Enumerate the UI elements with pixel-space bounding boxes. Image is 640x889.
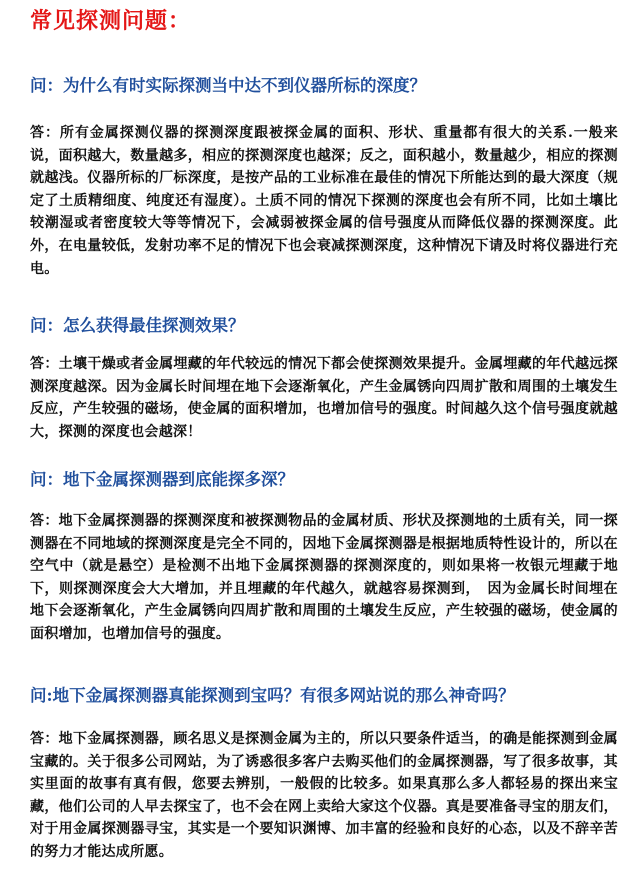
answer-2: 答：土壤干燥或者金属埋藏的年代较远的情况下都会使探测效果提升。金属埋藏的年代越远探测深度越深。因为金属长时间埋在地下会逐渐氧化，产生金属锈向四周扩散和周围的土壤发生反应，产生较强的磁场，使金属的面积增加，也增加信号的强度。时间越久这个信号强度就越大，探测的深度也会越深！	[30, 356, 618, 440]
question-2: 问：怎么获得最佳探测效果？	[30, 316, 245, 335]
answer-1: 答：所有金属探测仪器的探测深度跟被探金属的面积、形状、重量都有很大的关系.一般来说，面积越大，数量越多，相应的探测深度也越深；反之，面积越小，数量越少，相应的探测就越浅。仪器所标的厂标深度，是按产品的工业标准在最佳的情况下所能达到的最大深度（规定了土质精细度、纯度还有湿度）。土质不同的情况下探测的深度也会有所不同，比如土壤比较潮湿或者密度较大等等情况下，会减弱被探金属的信号强度从而降低仪器的探测深度。此外，在电量较低，发射功率不足的情况下也会衰减探测深度，这种情况下请及时将仪器进行充电。	[30, 125, 618, 277]
question-3: 问：地下金属探测器到底能探多深？	[30, 470, 294, 489]
page-title: 常见探测问题：	[30, 8, 192, 34]
question-4: 问:地下金属探测器真能探测到宝吗？有很多网站说的那么神奇吗？	[30, 686, 515, 705]
answer-3: 答：地下金属探测器的探测深度和被探测物品的金属材质、形状及探测地的土质有关，同一探测器在不同地域的探测深度是完全不同的，因地下金属探测器是根据地质特性设计的，所以在空气中（就是悬空）是检测不出地下金属探测器的探测深度的，则如果将一枚银元埋藏于地下，则探测深度会大大增加，并且埋藏的年代越久，就越容易探测到， 因为金属长时间埋在地下会逐渐氧化，产生金属锈向四周扩散和周围的土壤发生反应，产生较强的磁场，使金属的面积增加，也增加信号的强度。	[30, 513, 618, 642]
answer-4: 答：地下金属探测器，顾名思义是探测金属为主的，所以只要条件适当，的确是能探测到金属宝藏的。关于很多公司网站，为了诱惑很多客户去购买他们的金属探测器，写了很多故事，其实里面的故事有真有假，您要去辨别，一般假的比较多。如果真那么多人都轻易的探出来宝藏，他们公司的人早去探宝了，也不会在网上卖给大家这个仪器。真是要准备寻宝的朋友们，对于用金属探测器寻宝，其实是一个要知识渊博、加丰富的经验和良好的心态，以及不辞辛苦的努力才能达成所愿。	[30, 731, 618, 860]
question-1: 问：为什么有时实际探测当中达不到仪器所标的深度？	[30, 76, 426, 95]
